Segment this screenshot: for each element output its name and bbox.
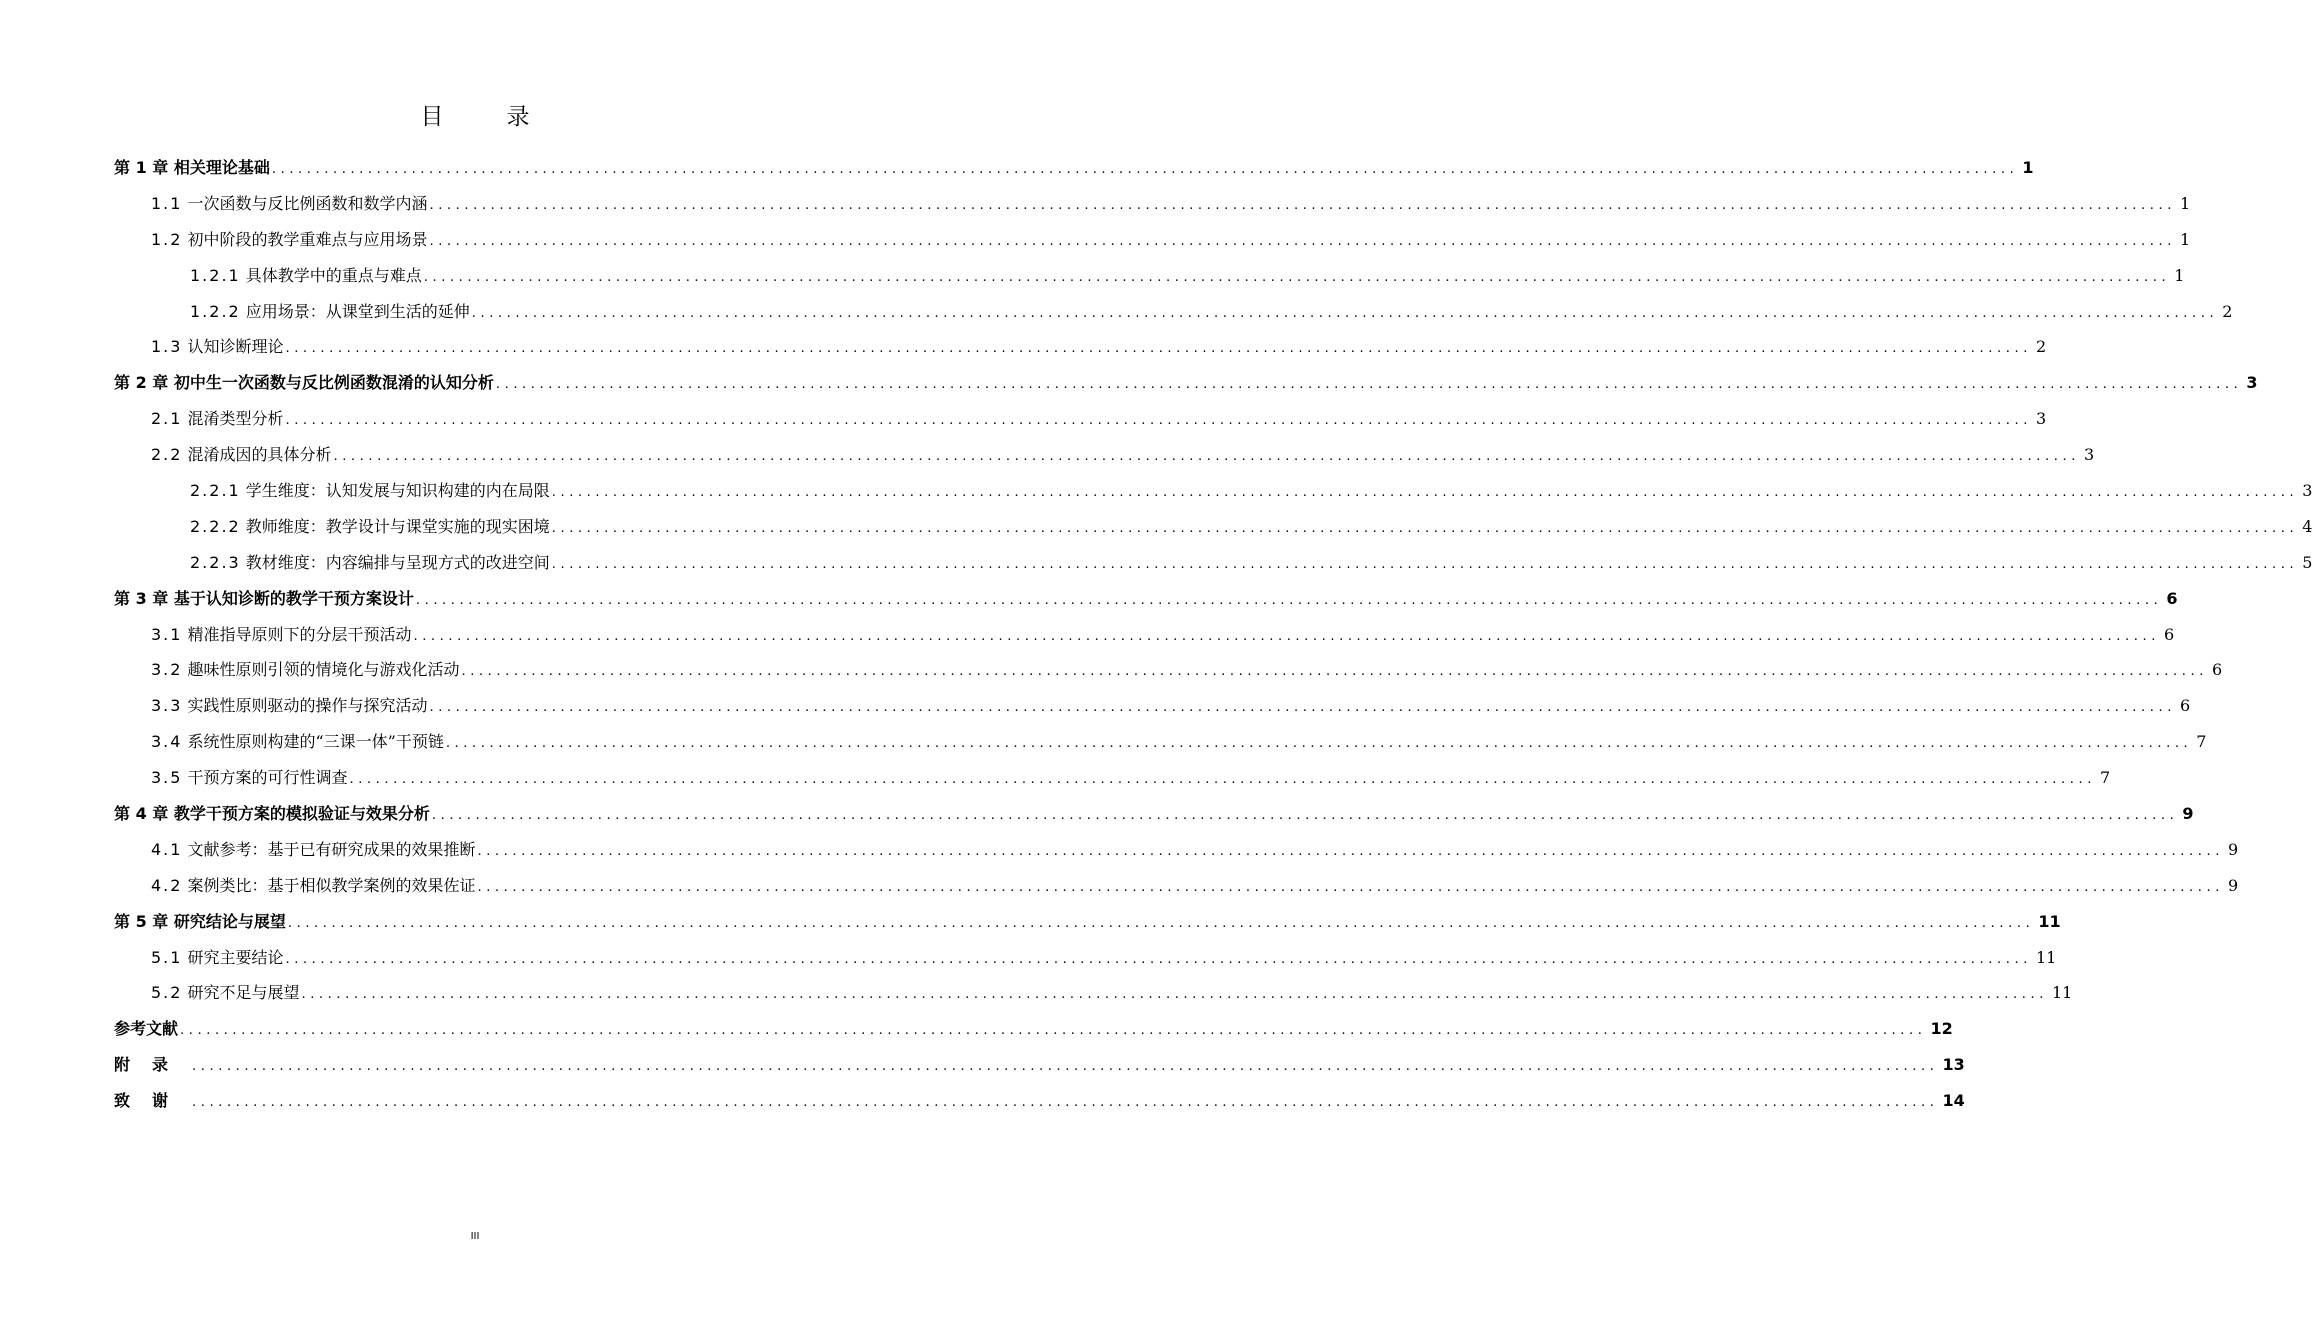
toc-entry-label bbox=[151, 732, 444, 752]
toc-entry-label bbox=[151, 625, 411, 645]
toc-entry-page: 1 bbox=[2179, 193, 2191, 213]
toc-leader-dots: ........................................................................................................................................................................................................ bbox=[429, 233, 2176, 249]
toc-entry-page: 6 bbox=[2166, 588, 2178, 608]
toc-entry-text: 案例类比：基于相似教学案例的效果佐证 bbox=[187, 875, 476, 895]
toc-entry[interactable] bbox=[114, 760, 2111, 796]
toc-entry-number: 3.3 bbox=[151, 696, 183, 716]
toc-entry-page: 6 bbox=[2211, 660, 2223, 680]
toc-entry-text: 具体教学中的重点与难点 bbox=[245, 265, 422, 285]
toc-entry[interactable] bbox=[114, 222, 2191, 258]
toc-leader-dots: ........................................................................................................................................................................................................ bbox=[192, 1059, 1939, 1075]
toc-entry-label bbox=[151, 840, 475, 860]
toc-entry[interactable] bbox=[114, 186, 2191, 222]
toc-entry-number: 4.2 bbox=[151, 875, 183, 895]
toc-entry-page: 6 bbox=[2179, 696, 2191, 716]
toc-entry-text: 一次函数与反比例函数和数学内涵 bbox=[187, 193, 428, 213]
toc-entry-label bbox=[114, 373, 494, 393]
toc-entry-label bbox=[151, 696, 427, 716]
toc-leader-dots: ........................................................................................................................................................................................................ bbox=[349, 772, 2096, 788]
toc-entry-page: 14 bbox=[1942, 1091, 1965, 1111]
toc-entry-text: 干预方案的可行性调查 bbox=[187, 768, 348, 788]
toc-entry-label bbox=[151, 409, 283, 429]
toc-entry-page: 12 bbox=[1930, 1019, 1953, 1039]
toc-entry[interactable] bbox=[114, 365, 2258, 401]
toc-entry-text: 附录 bbox=[114, 1055, 191, 1075]
toc-entry-number: 3.1 bbox=[151, 624, 183, 644]
toc-entry-label bbox=[114, 158, 270, 178]
toc-entry-label bbox=[151, 230, 427, 250]
toc-entry[interactable] bbox=[114, 329, 2047, 365]
toc-entry-label bbox=[151, 948, 283, 968]
toc-entry[interactable] bbox=[114, 975, 2073, 1011]
toc-entry-number: 2.2.2 bbox=[190, 516, 241, 536]
toc-entry-page: 3 bbox=[2035, 409, 2047, 429]
toc-entry-page: 9 bbox=[2182, 803, 2194, 823]
toc-entry-text: 参考文献 bbox=[114, 1019, 179, 1039]
toc-entry-text: 精准指导原则下的分层干预活动 bbox=[187, 624, 412, 644]
toc-entry-text: 实践性原则驱动的操作与探究活动 bbox=[187, 696, 428, 716]
toc-entry-text: 初中阶段的教学重难点与应用场景 bbox=[187, 229, 428, 249]
toc-entry[interactable] bbox=[114, 617, 2175, 653]
toc-leader-dots: ........................................................................................................................................................................................................ bbox=[180, 1023, 1927, 1039]
toc-entry-text: 应用场景：从课堂到生活的延伸 bbox=[245, 301, 470, 321]
toc-entry-number: 1.2.1 bbox=[190, 265, 241, 285]
toc-entry[interactable] bbox=[114, 1011, 1953, 1047]
toc-title: 目 录 bbox=[420, 104, 550, 130]
toc-entry[interactable] bbox=[114, 581, 2178, 617]
toc-entry[interactable] bbox=[114, 1047, 1965, 1083]
toc-entry-page: 3 bbox=[2302, 480, 2312, 500]
toc-entry-label bbox=[151, 337, 283, 357]
toc-leader-dots: ........................................................................................................................................................................................................ bbox=[285, 951, 2032, 967]
toc-entry-page: 9 bbox=[2227, 839, 2239, 859]
toc-leader-dots: ........................................................................................................................................................................................................ bbox=[551, 520, 2299, 536]
toc-entry-number: 1.2 bbox=[151, 229, 183, 249]
toc-entry[interactable] bbox=[114, 545, 2312, 581]
toc-entry-page: 2 bbox=[2035, 337, 2047, 357]
toc-entry-page: 4 bbox=[2302, 516, 2312, 536]
toc-entry[interactable] bbox=[114, 832, 2239, 868]
toc-entry-label bbox=[151, 876, 475, 896]
toc-entry-page: 13 bbox=[1942, 1055, 1965, 1075]
toc-entry[interactable] bbox=[114, 294, 2233, 330]
toc-entry-number: 2.1 bbox=[151, 409, 183, 429]
toc-entry-number: 5.2 bbox=[151, 983, 183, 1003]
toc-entry-text: 教师维度：教学设计与课堂实施的现实困境 bbox=[245, 516, 550, 536]
toc-entry[interactable] bbox=[114, 796, 2194, 832]
toc-leader-dots: ........................................................................................................................................................................................................ bbox=[551, 484, 2299, 500]
toc-entry-label bbox=[151, 194, 427, 214]
toc-entry-page: 11 bbox=[2051, 983, 2073, 1003]
toc-entry[interactable] bbox=[114, 509, 2312, 545]
toc-entry-page: 3 bbox=[2246, 373, 2258, 393]
toc-entry-label bbox=[114, 804, 430, 824]
toc-entry-number: 1.3 bbox=[151, 337, 183, 357]
toc-entry-text: 第 3 章 基于认知诊断的教学干预方案设计 bbox=[114, 588, 414, 608]
toc-entry-label bbox=[190, 517, 550, 537]
toc-entry-text: 学生维度：认知发展与知识构建的内在局限 bbox=[245, 480, 550, 500]
toc-entry-text: 混淆类型分析 bbox=[187, 409, 284, 429]
toc-entry-label bbox=[151, 768, 347, 788]
toc-entry-label bbox=[151, 983, 299, 1003]
toc-leader-dots: ........................................................................................................................................................................................................ bbox=[413, 628, 2160, 644]
toc-entry-label bbox=[114, 1019, 178, 1039]
toc-entry[interactable] bbox=[114, 437, 2095, 473]
toc-entry[interactable] bbox=[114, 401, 2047, 437]
toc-entry-text: 趣味性原则引领的情境化与游戏化活动 bbox=[187, 660, 460, 680]
toc-entry-text: 第 1 章 相关理论基础 bbox=[114, 157, 270, 177]
toc-leader-dots: ........................................................................................................................................................................................................ bbox=[271, 161, 2019, 177]
table-of-contents bbox=[114, 150, 2312, 1119]
toc-entry-number: 3.4 bbox=[151, 732, 183, 752]
toc-entry-text: 第 5 章 研究结论与展望 bbox=[114, 911, 286, 931]
toc-entry-text: 混淆成因的具体分析 bbox=[187, 445, 332, 465]
toc-entry-page: 7 bbox=[2099, 768, 2111, 788]
toc-leader-dots: ........................................................................................................................................................................................................ bbox=[333, 449, 2080, 465]
toc-entry-number: 1.1 bbox=[151, 193, 183, 213]
toc-entry-label bbox=[151, 660, 459, 680]
toc-entry-label bbox=[190, 266, 422, 286]
toc-leader-dots: ........................................................................................................................................................................................................ bbox=[287, 915, 2035, 931]
toc-entry-label bbox=[114, 1055, 190, 1075]
toc-entry-number: 3.5 bbox=[151, 768, 183, 788]
toc-entry-page: 1 bbox=[2022, 157, 2034, 177]
toc-leader-dots: ........................................................................................................................................................................................................ bbox=[471, 305, 2219, 321]
toc-entry-label bbox=[190, 302, 470, 322]
toc-leader-dots: ........................................................................................................................................................................................................ bbox=[192, 1095, 1939, 1111]
toc-entry-text: 致谢 bbox=[114, 1091, 191, 1111]
toc-leader-dots: ........................................................................................................................................................................................................ bbox=[285, 413, 2032, 429]
toc-leader-dots: ........................................................................................................................................................................................................ bbox=[461, 664, 2208, 680]
toc-entry-label bbox=[151, 445, 331, 465]
toc-entry-number: 3.2 bbox=[151, 660, 183, 680]
toc-entry-text: 认知诊断理论 bbox=[187, 337, 284, 357]
toc-entry[interactable] bbox=[114, 150, 2034, 186]
toc-leader-dots: ........................................................................................................................................................................................................ bbox=[431, 807, 2179, 823]
toc-entry-number: 2.2 bbox=[151, 445, 183, 465]
toc-entry-number: 1.2.2 bbox=[190, 301, 241, 321]
toc-leader-dots: ........................................................................................................................................................................................................ bbox=[423, 269, 2171, 285]
toc-entry[interactable] bbox=[114, 940, 2057, 976]
toc-entry-page: 11 bbox=[2038, 911, 2061, 931]
toc-entry-page: 1 bbox=[2179, 229, 2191, 249]
toc-entry[interactable] bbox=[114, 652, 2223, 688]
toc-entry-page: 7 bbox=[2196, 732, 2207, 752]
toc-entry[interactable] bbox=[114, 904, 2061, 940]
toc-entry-number: 4.1 bbox=[151, 839, 183, 859]
toc-leader-dots: ........................................................................................................................................................................................................ bbox=[429, 197, 2176, 213]
toc-entry-text: 第 4 章 教学干预方案的模拟验证与效果分析 bbox=[114, 803, 430, 823]
toc-entry-label bbox=[190, 481, 550, 501]
toc-entry-label bbox=[190, 553, 550, 573]
toc-leader-dots: ........................................................................................................................................................................................................ bbox=[429, 700, 2176, 716]
toc-entry-number: 2.2.3 bbox=[190, 552, 241, 572]
toc-leader-dots: ........................................................................................................................................................................................................ bbox=[301, 987, 2048, 1003]
page-number-footer: III bbox=[470, 1231, 480, 1242]
toc-leader-dots: ........................................................................................................................................................................................................ bbox=[285, 341, 2032, 357]
toc-leader-dots: ........................................................................................................................................................................................................ bbox=[445, 736, 2193, 752]
toc-entry[interactable] bbox=[114, 473, 2312, 509]
toc-entry-number: 5.1 bbox=[151, 947, 183, 967]
toc-entry-page: 5 bbox=[2302, 552, 2312, 572]
toc-entry[interactable] bbox=[114, 868, 2239, 904]
toc-entry-label bbox=[114, 912, 286, 932]
toc-entry[interactable] bbox=[114, 688, 2191, 724]
toc-leader-dots: ........................................................................................................................................................................................................ bbox=[495, 377, 2243, 393]
toc-leader-dots: ........................................................................................................................................................................................................ bbox=[477, 879, 2224, 895]
toc-entry-label bbox=[114, 1091, 190, 1111]
toc-entry-text: 研究主要结论 bbox=[187, 947, 284, 967]
toc-entry-label bbox=[114, 589, 414, 609]
toc-entry[interactable] bbox=[114, 724, 2207, 760]
toc-entry-text: 研究不足与展望 bbox=[187, 983, 300, 1003]
toc-leader-dots: ........................................................................................................................................................................................................ bbox=[551, 556, 2299, 572]
toc-entry[interactable] bbox=[114, 1083, 1965, 1119]
toc-entry-page: 9 bbox=[2227, 875, 2239, 895]
toc-leader-dots: ........................................................................................................................................................................................................ bbox=[415, 592, 2163, 608]
toc-entry-text: 教材维度：内容编排与呈现方式的改进空间 bbox=[245, 552, 550, 572]
toc-entry-text: 系统性原则构建的“三课一体”干预链 bbox=[187, 732, 444, 752]
toc-entry-number: 2.2.1 bbox=[190, 480, 241, 500]
toc-entry-page: 3 bbox=[2083, 445, 2095, 465]
toc-entry-page: 6 bbox=[2163, 624, 2175, 644]
toc-entry-text: 文献参考：基于已有研究成果的效果推断 bbox=[187, 839, 476, 859]
toc-leader-dots: ........................................................................................................................................................................................................ bbox=[477, 843, 2224, 859]
toc-entry-page: 2 bbox=[2222, 301, 2233, 321]
toc-entry-page: 11 bbox=[2035, 947, 2057, 967]
toc-entry-text: 第 2 章 初中生一次函数与反比例函数混淆的认知分析 bbox=[114, 373, 494, 393]
toc-entry[interactable] bbox=[114, 258, 2185, 294]
toc-entry-page: 1 bbox=[2174, 265, 2185, 285]
